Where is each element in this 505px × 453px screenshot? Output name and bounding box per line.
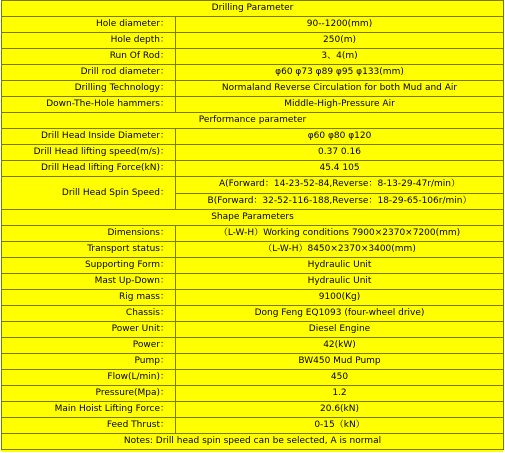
table-row <box>2 65 504 81</box>
row-value: BW450 Mud Pump <box>176 354 504 370</box>
row-label: Power： <box>2 338 176 354</box>
row-label: Drill rod diameter： <box>2 65 176 81</box>
table-row <box>2 338 504 354</box>
row-value: 0.37 0.16 <box>176 145 504 161</box>
section-title-drilling: Drilling Parameter <box>2 1 504 17</box>
row-label: Drill Head lifting Force(kN)： <box>2 161 176 177</box>
table-row <box>2 129 504 145</box>
table-row <box>2 49 504 65</box>
section-header-row <box>2 210 504 226</box>
row-value: （L-W-H）8450×2370×3400(mm) <box>176 242 504 258</box>
row-label: Down-The-Hole hammers： <box>2 97 176 113</box>
row-label: Mast Up-Down： <box>2 274 176 290</box>
row-label: Hole diameter： <box>2 17 176 33</box>
table-row <box>2 402 504 418</box>
row-label: Dimensions： <box>2 226 176 242</box>
row-value: 42(kW) <box>176 338 504 354</box>
table-row <box>2 81 504 97</box>
spin-speed-a: A(Forward：14-23-52-84,Reverse：8-13-29-47r/min） <box>176 177 504 194</box>
row-value: （L-W-H）Working conditions 7900×2370×7200(mm) <box>176 226 504 242</box>
table-row <box>2 177 504 194</box>
spin-speed-b: B(Forward：32-52-116-188,Reverse：18-29-65-106r/min） <box>176 193 504 210</box>
row-label: Transport status： <box>2 242 176 258</box>
notes-row <box>2 434 504 450</box>
section-header-row <box>2 113 504 129</box>
row-value: 1.2 <box>176 386 504 402</box>
row-value: 90--1200(mm) <box>176 17 504 33</box>
row-label: Drill Head lifting speed(m/s)： <box>2 145 176 161</box>
table-row <box>2 370 504 386</box>
row-value: Middle-High-Pressure Air <box>176 97 504 113</box>
row-label: Drilling Technology： <box>2 81 176 97</box>
table-row <box>2 33 504 49</box>
table-row <box>2 386 504 402</box>
row-label: Main Hoist Lifting Force： <box>2 402 176 418</box>
row-label: Pump： <box>2 354 176 370</box>
row-value: Hydraulic Unit <box>176 274 504 290</box>
row-label: Run Of Rod： <box>2 49 176 65</box>
table-row <box>2 418 504 434</box>
row-value: Diesel Engine <box>176 322 504 338</box>
table-row <box>2 274 504 290</box>
row-value: 0-15（kN） <box>176 418 504 434</box>
spin-speed-label: Drill Head Spin Speed： <box>2 177 176 210</box>
table-row <box>2 242 504 258</box>
table-row <box>2 145 504 161</box>
table-row <box>2 226 504 242</box>
section-header-row <box>2 1 504 17</box>
table-row <box>2 258 504 274</box>
notes-text: Notes: Drill head spin speed can be selected, A is normal <box>2 434 504 450</box>
table-row <box>2 161 504 177</box>
row-value: Dong Feng EQ1093 (four-wheel drive) <box>176 306 504 322</box>
table-row <box>2 306 504 322</box>
row-label: Pressure(Mpa)： <box>2 386 176 402</box>
row-label: Hole depth： <box>2 33 176 49</box>
table-row <box>2 97 504 113</box>
spec-sheet <box>1 0 503 452</box>
row-value: 250(m) <box>176 33 504 49</box>
section-title-performance: Performance parameter <box>2 113 504 129</box>
row-value: Normaland Reverse Circulation for both Mud and Air <box>176 81 504 97</box>
section-title-shape: Shape Parameters <box>2 210 504 226</box>
table-row <box>2 17 504 33</box>
row-value: 3、4(m) <box>176 49 504 65</box>
row-label: Power Unit： <box>2 322 176 338</box>
row-label: Drill Head Inside Diameter： <box>2 129 176 145</box>
row-value: 450 <box>176 370 504 386</box>
row-label: Supporting Form： <box>2 258 176 274</box>
table-row <box>2 322 504 338</box>
row-value: φ60 φ80 φ120 <box>176 129 504 145</box>
row-value: 20.6(kN) <box>176 402 504 418</box>
row-value: 45.4 105 <box>176 161 504 177</box>
row-label: Chassis： <box>2 306 176 322</box>
row-label: Flow(L/min)： <box>2 370 176 386</box>
table-row <box>2 290 504 306</box>
row-value: Hydraulic Unit <box>176 258 504 274</box>
row-value: 9100(Kg) <box>176 290 504 306</box>
row-value: φ60 φ73 φ89 φ95 φ133(mm) <box>176 65 504 81</box>
row-label: Feed Thrust： <box>2 418 176 434</box>
spec-table <box>1 0 504 450</box>
table-row <box>2 354 504 370</box>
row-label: Rig mass： <box>2 290 176 306</box>
